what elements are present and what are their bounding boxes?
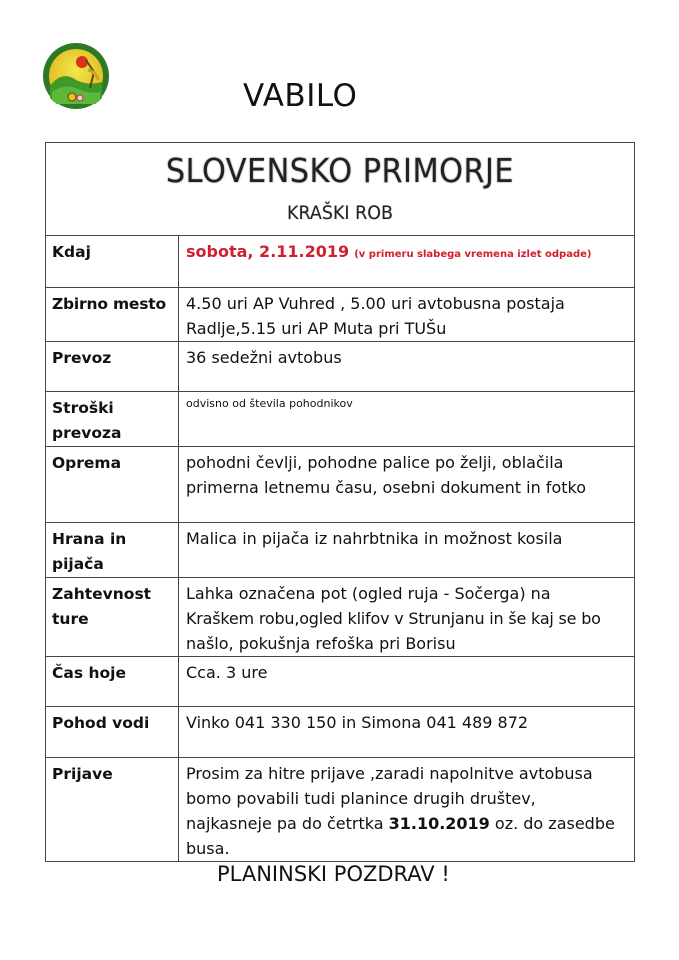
row-label: Prevoz: [46, 342, 179, 392]
row-value: [179, 288, 635, 342]
club-logo: [42, 42, 110, 110]
table-row-prevoz: [46, 342, 635, 392]
weather-note: (v primeru slabega vremena izlet odpade): [354, 249, 592, 260]
value-line: busa.: [186, 839, 230, 858]
deadline-suffix: oz. do zasedbe: [489, 814, 615, 833]
label-line: pijača: [52, 555, 104, 573]
value-line: Cca. 3 ure: [186, 663, 268, 682]
row-label: Zbirno mesto: [46, 288, 179, 342]
value-line: Radlje,5.15 uri AP Muta pri TUŠu: [186, 319, 447, 338]
value-line: Malica in pijača iz nahrbtnika in možnost kosila: [186, 529, 563, 548]
value-line: pohodni čevlji, pohodne palice po želji, oblačila: [186, 453, 564, 472]
row-label: Kdaj: [46, 236, 179, 288]
row-label: Čas hoje: [46, 657, 179, 707]
row-label: Pohod vodi: [46, 707, 179, 758]
title-row: [46, 143, 635, 236]
table-row-hrana-in-pijaca: [46, 523, 635, 578]
label-line: Stroški: [52, 399, 114, 417]
value-line: primerna letnemu času, osebni dokument in fotko: [186, 478, 586, 497]
invitation-heading: VABILO: [243, 78, 358, 114]
table-row-cas-hoje: [46, 657, 635, 707]
value-line: našlo, pokušnja refoška pri Borisu: [186, 634, 456, 653]
table-row-stroski-prevoza: [46, 392, 635, 447]
row-value: [179, 758, 635, 862]
value-line: bomo povabili tudi planince drugih društev,: [186, 789, 536, 808]
table-row-zahtevnost-ture: [46, 578, 635, 657]
table-row-pohod-vodi: [46, 707, 635, 758]
row-label: [46, 523, 179, 578]
row-value: [179, 236, 635, 288]
row-label: Oprema: [46, 447, 179, 523]
label-line: Hrana in: [52, 530, 127, 548]
label-line: prevoza: [52, 424, 122, 442]
value-line: 36 sedežni avtobus: [186, 348, 342, 367]
table-row-prijave: [46, 758, 635, 862]
row-value: [179, 523, 635, 578]
row-label: [46, 392, 179, 447]
label-line: Zahtevnost: [52, 585, 152, 603]
table-row-kdaj: [46, 236, 635, 288]
event-title: SLOVENSKO PRIMORJE: [165, 151, 515, 190]
value-line: 4.50 uri AP Vuhred , 5.00 uri avtobusna postaja: [186, 294, 565, 313]
value-line: Lahka označena pot (ogled ruja - Sočerga) na: [186, 584, 551, 603]
hiking-club-logo-icon: [42, 42, 110, 110]
row-label: [46, 578, 179, 657]
event-date: sobota, 2.11.2019: [186, 242, 350, 261]
value-line: Prosim za hitre prijave ,zaradi napolnitve avtobusa: [186, 764, 593, 783]
deadline-date: 31.10.2019: [388, 814, 490, 833]
event-subtitle: KRAŠKI ROB: [286, 202, 394, 224]
table-row-zbirno-mesto: [46, 288, 635, 342]
row-value: [179, 707, 635, 758]
value-line: Kraškem robu,ogled klifov v Strunjanu in še kaj se bo: [186, 609, 601, 628]
closing-greeting: PLANINSKI POZDRAV !: [217, 862, 450, 886]
row-label: Prijave: [46, 758, 179, 862]
row-value: [179, 342, 635, 392]
row-value: odvisno od števila pohodnikov: [179, 392, 635, 447]
row-value: [179, 447, 635, 523]
event-info-table: [45, 142, 635, 862]
deadline-prefix: najkasneje pa do četrtka: [186, 814, 389, 833]
leader-contacts: Vinko 041 330 150 in Simona 041 489 872: [186, 713, 529, 732]
label-line: ture: [52, 610, 89, 628]
row-value: [179, 657, 635, 707]
value-line: [186, 811, 628, 836]
table-row-oprema: [46, 447, 635, 523]
row-value: [179, 578, 635, 657]
